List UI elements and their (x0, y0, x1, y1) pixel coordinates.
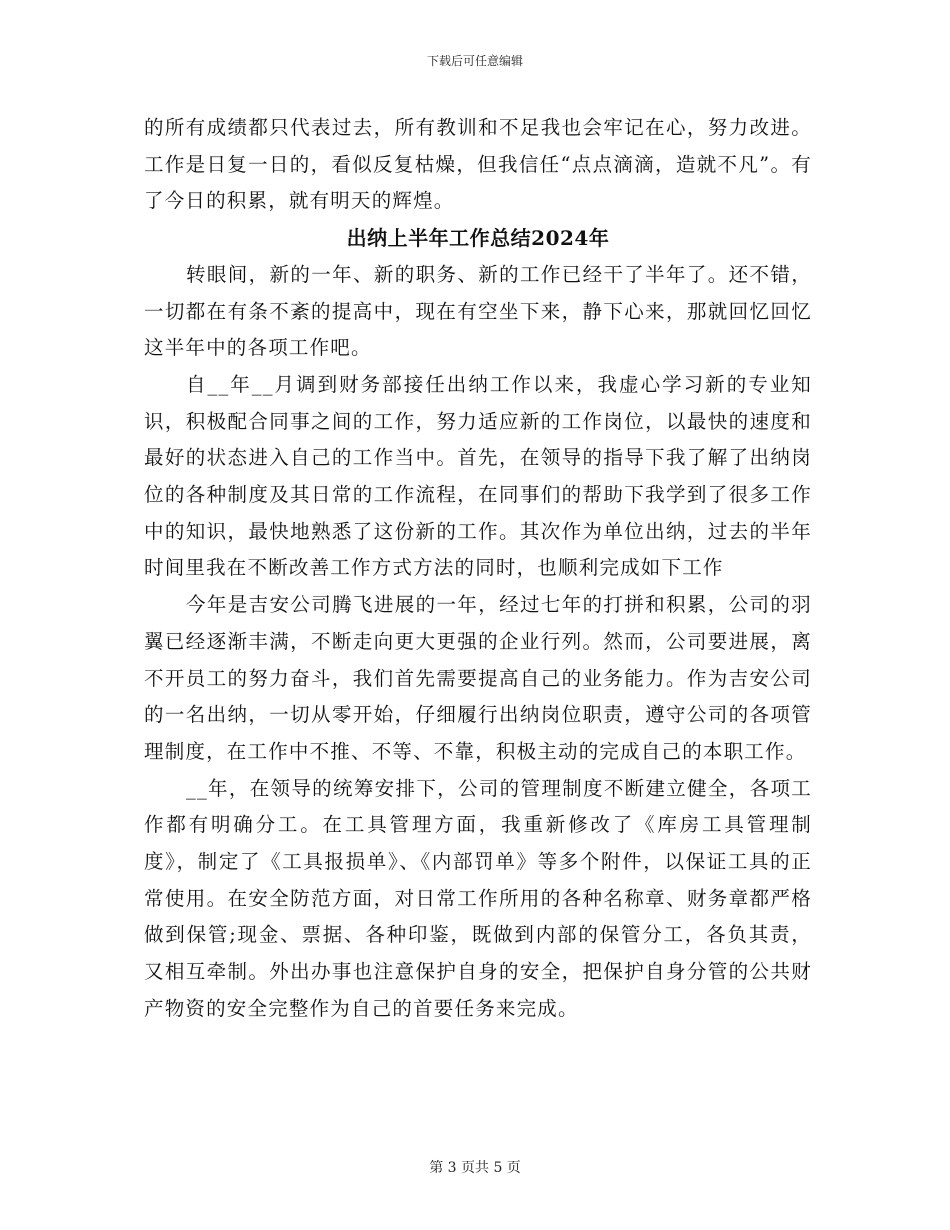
body-paragraph: __年，在领导的统筹安排下，公司的管理制度不断建立健全，各项工作都有明确分工。在工具管理方面，我重新修改了《库房工具管理制度》，制定了《工具报损单》、《内部罚单》等多个附件，以保证工具的正常使用。在安全防范方面，对日常工作所用的各种名称章、财务章都严格做到保管;现金、票据、各种印鉴，既做到内部的保管分工，各负其责，又相互牵制。外出办事也注意保护自身的安全，把保护自身分管的公共财产物资的安全完整作为自己的首要任务来完成。 (144, 776, 812, 1020)
page-header: 下载后可任意编辑 (426, 54, 523, 68)
intro-paragraph: 的所有成绩都只代表过去，所有教训和不足我也会牢记在心，努力改进。工作是日复一日的，看似反复枯燥，但我信任“点点滴滴，造就不凡”。有了今日的积累，就有明天的辉煌。 (144, 116, 812, 213)
document-body (144, 110, 812, 1028)
body-paragraph: 自__年__月调到财务部接任出纳工作以来，我虚心学习新的专业知识，积极配合同事之间的工作，努力适应新的工作岗位，以最快的速度和最好的状态进入自己的工作当中。首先，在领导的指导下我了解了出纳岗位的各种制度及其日常的工作流程，在同事们的帮助下我学到了很多工作中的知识，最快地熟悉了这份新的工作。其次作为单位出纳，过去的半年时间里我在不断改善工作方式方法的同时，也顺利完成如下工作 (144, 372, 812, 580)
body-paragraph: 转眼间，新的一年、新的职务、新的工作已经干了半年了。还不错，一切都在有条不紊的提高中，现在有空坐下来，静下心来，那就回忆回忆这半年中的各项工作吧。 (144, 262, 812, 360)
section-title: 出纳上半年工作总结2024年 (346, 226, 610, 251)
body-paragraph: 今年是吉安公司腾飞进展的一年，经过七年的打拼和积累，公司的羽翼已经逐渐丰满，不断走向更大更强的企业行列。然而，公司要进展，离不开员工的努力奋斗，我们首先需要提高自己的业务能力。作为吉安公司的一名出纳，一切从零开始，仔细履行出纳岗位职责，遵守公司的各项管理制度，在工作中不推、不等、不靠，积极主动的完成自己的本职工作。 (144, 593, 812, 763)
page-footer: 第 3 页共 5 页 (429, 1160, 521, 1176)
